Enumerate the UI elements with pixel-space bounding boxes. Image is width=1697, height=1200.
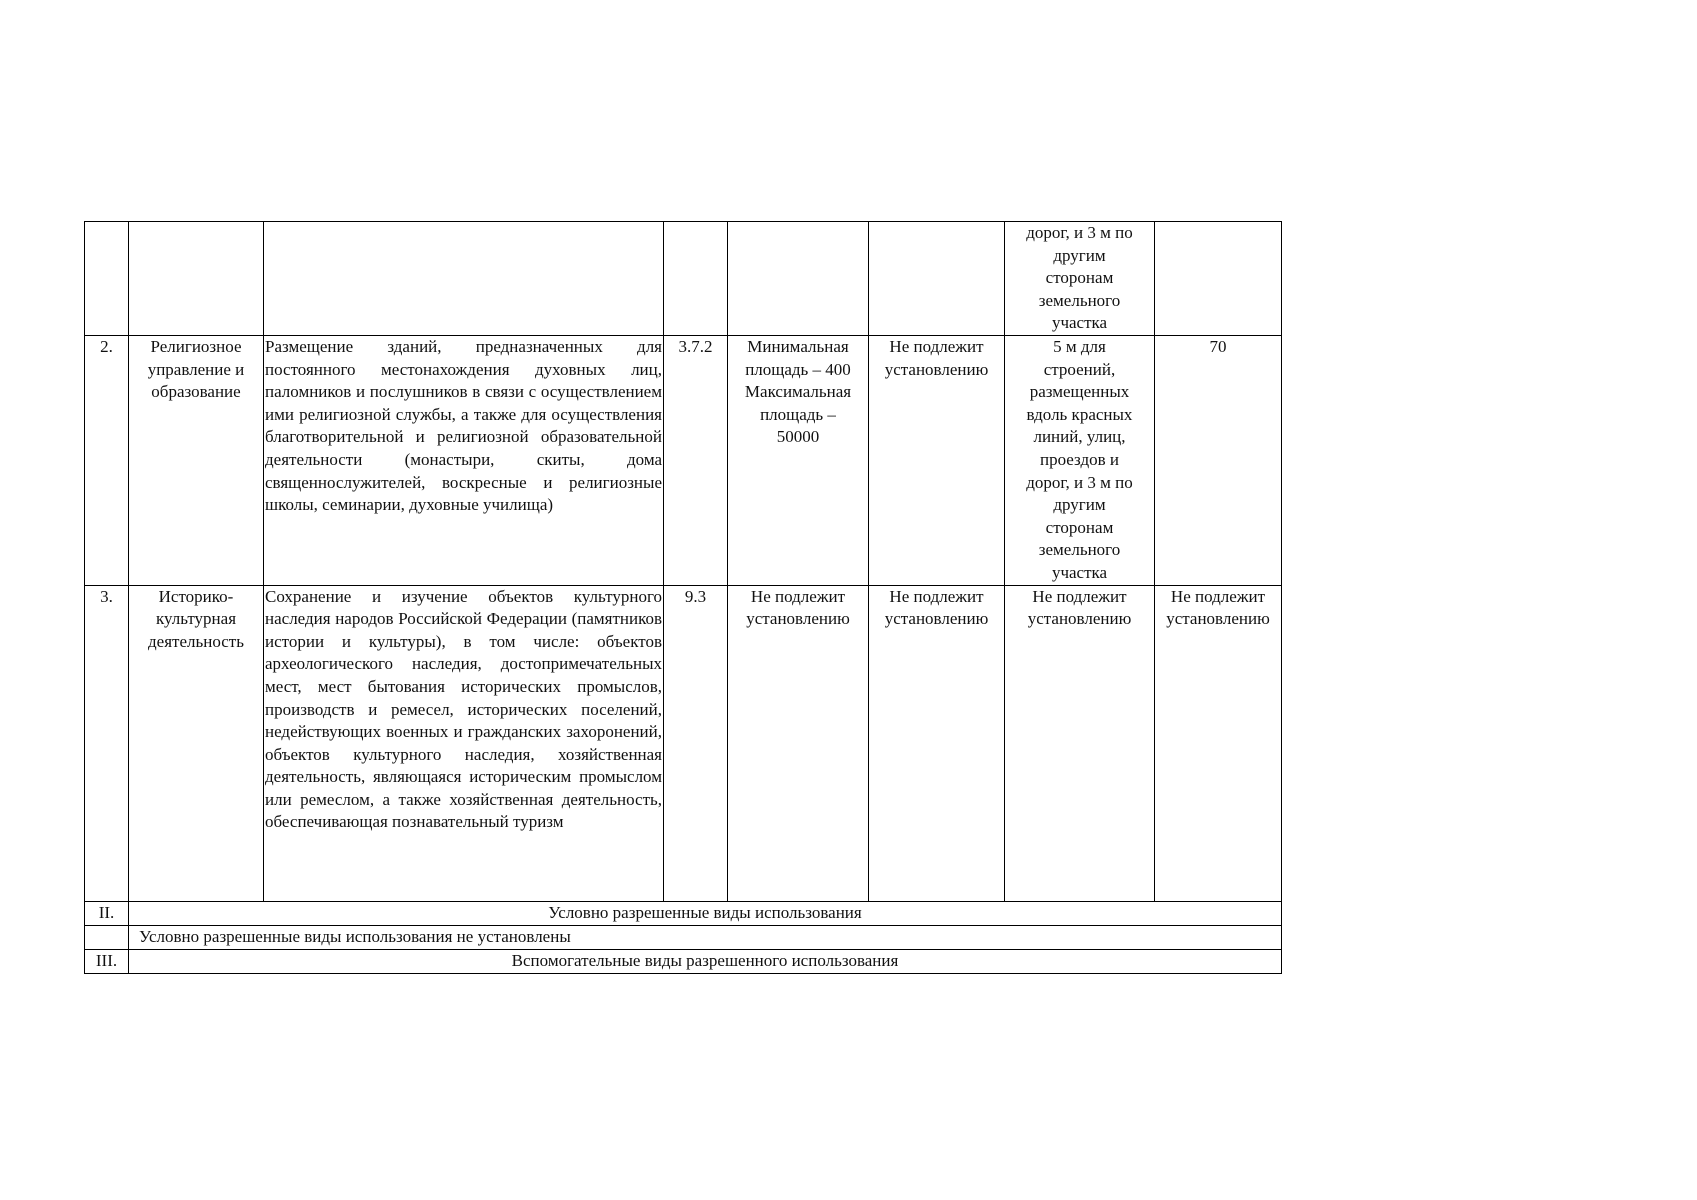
- cell-num: 3.: [85, 585, 129, 901]
- land-use-table: [84, 221, 1282, 974]
- table-row: [85, 336, 1282, 586]
- section-row-conditional: [85, 901, 1282, 925]
- cell-code: 9.3: [664, 585, 728, 901]
- cell-code: [664, 222, 728, 336]
- section-num: II.: [85, 901, 129, 925]
- cell-name: [129, 222, 264, 336]
- cell-coverage: 70: [1155, 336, 1282, 586]
- section-row-auxiliary: [85, 949, 1282, 973]
- cell-setback: дорог, и 3 м по другим сторонам земельного участка: [1005, 222, 1155, 336]
- section-num: III.: [85, 949, 129, 973]
- cell-num: 2.: [85, 336, 129, 586]
- cell-code: 3.7.2: [664, 336, 728, 586]
- cell-floors: Не подлежит установлению: [869, 585, 1005, 901]
- cell-coverage: Не подлежит установлению: [1155, 585, 1282, 901]
- cell-floors: [869, 222, 1005, 336]
- cell-description: [264, 222, 664, 336]
- cell-name: Историко- культурная деятельность: [129, 585, 264, 901]
- cell-description: Размещение зданий, предназначенных для постоянного местонахождения духовных лиц, паломников и послушников в связи с осуществлением ими религиозной службы, а также для осуществления благотворительной и религиозной образовательной деятельности (монастыри, скиты, дома священнослужителей, воскресные и религиозные школы, семинарии, духовные училища): [264, 336, 664, 586]
- cell-num: [85, 222, 129, 336]
- table-row-continuation: [85, 222, 1282, 336]
- table-row: [85, 585, 1282, 901]
- section-note: Условно разрешенные виды использования не установлены: [129, 925, 1282, 949]
- section-num: [85, 925, 129, 949]
- section-row-none: [85, 925, 1282, 949]
- section-title: Условно разрешенные виды использования: [129, 901, 1282, 925]
- cell-description: Сохранение и изучение объектов культурного наследия народов Российской Федерации (памятников истории и культуры), в том числе: объектов археологического наследия, достопримечательных мест, мест бытования исторических промыслов, производств и ремесел, исторических поселений, недействующих военных и гражданских захоронений, объектов культурного наследия, хозяйственная деятельность, являющаяся историческим промыслом или ремеслом, а также хозяйственная деятельность, обеспечивающая познавательный туризм: [264, 585, 664, 901]
- cell-area: [728, 222, 869, 336]
- section-title: Вспомогательные виды разрешенного использования: [129, 949, 1282, 973]
- cell-name: Религиозное управление и образование: [129, 336, 264, 586]
- cell-setback: 5 м для строений, размещенных вдоль красных линий, улиц, проездов и дорог, и 3 м по другим сторонам земельного участка: [1005, 336, 1155, 586]
- cell-setback: Не подлежит установлению: [1005, 585, 1155, 901]
- cell-area: Не подлежит установлению: [728, 585, 869, 901]
- cell-floors: Не подлежит установлению: [869, 336, 1005, 586]
- cell-area: Минимальная площадь – 400 Максимальная площадь – 50000: [728, 336, 869, 586]
- cell-coverage: [1155, 222, 1282, 336]
